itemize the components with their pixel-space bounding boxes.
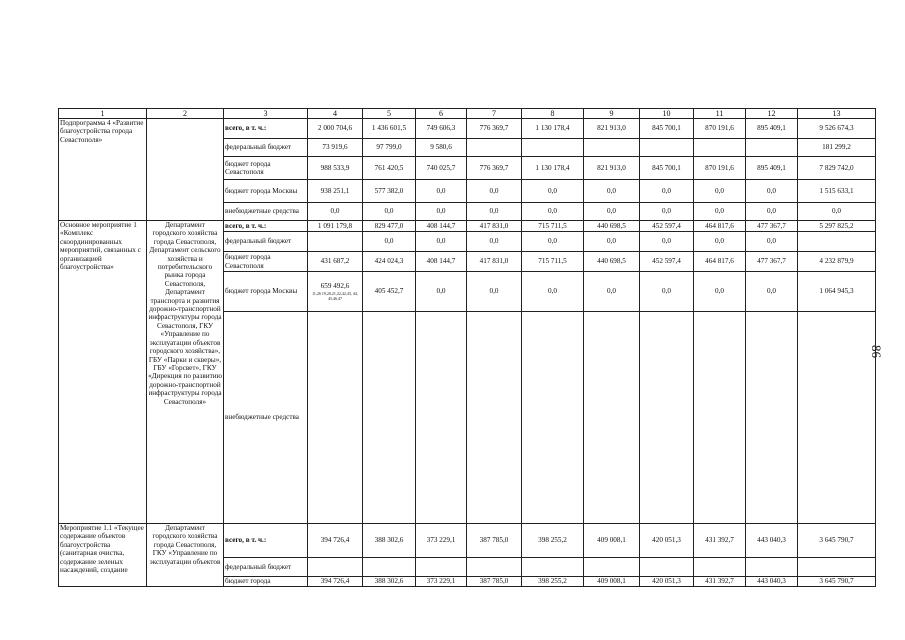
value-cell: 417 831,0 <box>467 252 522 272</box>
value-cell: 3 645 790,7 <box>798 577 876 587</box>
funding-source-cell: всего, в т. ч.: <box>224 221 308 232</box>
value-cell: 4 232 879,9 <box>798 252 876 272</box>
value-cell: 408 144,7 <box>416 221 467 232</box>
value-cell <box>584 139 640 157</box>
value-cell: 821 913,0 <box>584 119 640 139</box>
value-cell <box>467 558 522 577</box>
value-cell: 0,0 <box>308 203 363 221</box>
value-cell: 0,0 <box>640 272 694 312</box>
table-row <box>59 221 876 232</box>
value-cell: 845 700,1 <box>640 157 694 180</box>
value-cell: 740 025,7 <box>416 157 467 180</box>
value-cell: 0,0 <box>416 180 467 203</box>
value-cell <box>798 232 876 252</box>
table-row <box>59 524 876 558</box>
value-cell: 387 785,0 <box>467 524 522 558</box>
funding-source-cell: бюджет города Москвы <box>224 272 308 312</box>
value-cell: 895 409,1 <box>746 157 798 180</box>
value-cell: 0,0 <box>416 232 467 252</box>
activity-name-cell: Подпрограмма 4 «Развитие благоустройства города Севастополя» <box>59 119 147 221</box>
value-cell: 715 711,5 <box>522 252 584 272</box>
header-cell: 10 <box>640 109 694 119</box>
value-cell: 464 817,6 <box>694 221 746 232</box>
value-cell: 394 726,4 <box>308 577 363 587</box>
value-cell: 409 008,1 <box>584 577 640 587</box>
activity-name-cell: Мероприятие 1.1 «Текущее содержание объектов благоустройства (санитарная очистка, содержание зеленых насаждений, создание <box>59 524 147 587</box>
value-cell: 440 698,5 <box>584 221 640 232</box>
budget-table <box>58 108 876 587</box>
value-cell: 776 369,7 <box>467 119 522 139</box>
value-cell: 1 130 178,4 <box>522 157 584 180</box>
value-cell: 9 526 674,3 <box>798 119 876 139</box>
value-cell: 0,0 <box>584 203 640 221</box>
value-cell: 452 597,4 <box>640 221 694 232</box>
value-cell <box>363 558 416 577</box>
header-cell: 13 <box>798 109 876 119</box>
value-cell: 408 144,7 <box>416 252 467 272</box>
value-cell: 0,0 <box>416 203 467 221</box>
value-cell: 0,0 <box>746 272 798 312</box>
executor-cell: Департамент городского хозяйства города Севастополя, ГКУ «Управление по эксплуатации объектов <box>147 524 224 587</box>
table-row <box>59 119 876 139</box>
value-cell: 776 369,7 <box>467 157 522 180</box>
value-cell: 1 064 945,3 <box>798 272 876 312</box>
value-cell: 1 436 601,5 <box>363 119 416 139</box>
value-cell: 0,0 <box>694 203 746 221</box>
value-cell: 821 913,0 <box>584 157 640 180</box>
value-cell <box>308 232 363 252</box>
funding-source-cell: бюджет города Москвы <box>224 180 308 203</box>
executor-cell <box>147 119 224 221</box>
value-cell <box>522 558 584 577</box>
value-cell: 73 919,6 <box>308 139 363 157</box>
funding-source-cell: федеральный бюджет <box>224 139 308 157</box>
value-cell: 0,0 <box>467 203 522 221</box>
value-cell: 0,0 <box>416 272 467 312</box>
funding-source-cell: федеральный бюджет <box>224 558 308 577</box>
value-cell <box>640 558 694 577</box>
value-cell <box>584 558 640 577</box>
value-cell: 431 392,7 <box>694 577 746 587</box>
value-cell <box>746 139 798 157</box>
value-cell: 0,0 <box>467 180 522 203</box>
value-cell: 715 711,5 <box>522 221 584 232</box>
value-cell <box>308 558 363 577</box>
value-cell: 938 251,1 <box>308 180 363 203</box>
value-cell: 7 829 742,0 <box>798 157 876 180</box>
funding-source-cell: бюджет города <box>224 577 308 587</box>
header-cell: 4 <box>308 109 363 119</box>
value-cell <box>798 312 876 524</box>
value-text: 659 492,6 <box>320 282 350 291</box>
value-cell: 1 130 178,4 <box>522 119 584 139</box>
value-cell: 420 051,3 <box>640 577 694 587</box>
value-cell: 420 051,3 <box>640 524 694 558</box>
footnote-refs: 11,26 19,20,21,22,42,43, 44, 45,46,47 <box>312 290 358 301</box>
value-cell: 0,0 <box>522 272 584 312</box>
value-cell: 373 229,1 <box>416 577 467 587</box>
value-cell: 440 698,5 <box>584 252 640 272</box>
value-cell: 870 191,6 <box>694 119 746 139</box>
value-cell: 9 580,6 <box>416 139 467 157</box>
value-cell: 845 700,1 <box>640 119 694 139</box>
value-cell: 1 515 633,1 <box>798 180 876 203</box>
value-cell: 431 687,2 <box>308 252 363 272</box>
value-cell: 5 297 825,2 <box>798 221 876 232</box>
value-cell: 398 255,2 <box>522 524 584 558</box>
value-cell <box>467 312 522 524</box>
value-cell <box>522 139 584 157</box>
value-cell: 0,0 <box>694 232 746 252</box>
header-cell: 12 <box>746 109 798 119</box>
executor-cell: Департамент городского хозяйства города Севастополя, Департамент сельского хозяйства и потребительского рынка города Севастополя, Департамент транспорта и развития дорожно-транспортной инфраструктуры города Севастополя, ГКУ «Управление по эксплуатации объектов городского хозяйства», ГБУ «Парки и скверы», ГБУ «Горсвет», ГКУ «Дирекция по развитию дорожно-транспортной инфраструктуры города Севастополя» <box>147 221 224 524</box>
value-cell: 0,0 <box>363 232 416 252</box>
header-cell: 6 <box>416 109 467 119</box>
value-cell: 388 302,6 <box>363 577 416 587</box>
value-cell <box>467 139 522 157</box>
value-cell <box>746 558 798 577</box>
value-cell <box>584 312 640 524</box>
header-cell: 9 <box>584 109 640 119</box>
value-cell <box>694 139 746 157</box>
funding-source-cell: внебюджетные средства <box>224 312 308 524</box>
value-cell: 2 000 704,6 <box>308 119 363 139</box>
value-cell: 0,0 <box>640 180 694 203</box>
value-cell <box>308 312 363 524</box>
value-cell <box>694 312 746 524</box>
value-cell: 409 008,1 <box>584 524 640 558</box>
value-cell: 0,0 <box>363 203 416 221</box>
funding-source-cell: бюджет города Севастополя <box>224 252 308 272</box>
value-cell <box>640 139 694 157</box>
value-cell: 0,0 <box>746 232 798 252</box>
value-cell: 0,0 <box>640 203 694 221</box>
value-cell <box>308 272 363 312</box>
value-cell: 1 091 179,8 <box>308 221 363 232</box>
value-cell: 749 606,3 <box>416 119 467 139</box>
header-cell: 11 <box>694 109 746 119</box>
value-cell: 761 420,5 <box>363 157 416 180</box>
value-cell: 424 024,3 <box>363 252 416 272</box>
funding-source-cell: всего, в т. ч.: <box>224 524 308 558</box>
value-cell: 0,0 <box>584 232 640 252</box>
funding-source-cell: федеральный бюджет <box>224 232 308 252</box>
value-cell <box>363 312 416 524</box>
header-cell: 7 <box>467 109 522 119</box>
value-cell: 398 255,2 <box>522 577 584 587</box>
value-cell <box>416 312 467 524</box>
value-cell: 417 831,0 <box>467 221 522 232</box>
value-cell: 870 191,6 <box>694 157 746 180</box>
funding-source-cell: бюджет города Севастополя <box>224 157 308 180</box>
header-cell: 3 <box>224 109 308 119</box>
value-cell: 181 299,2 <box>798 139 876 157</box>
value-cell: 0,0 <box>522 180 584 203</box>
header-cell: 5 <box>363 109 416 119</box>
value-cell: 431 392,7 <box>694 524 746 558</box>
value-cell: 443 040,3 <box>746 577 798 587</box>
value-cell: 452 597,4 <box>640 252 694 272</box>
value-cell <box>522 312 584 524</box>
value-cell <box>746 312 798 524</box>
header-cell: 2 <box>147 109 224 119</box>
value-cell: 577 382,0 <box>363 180 416 203</box>
value-cell: 0,0 <box>467 272 522 312</box>
value-cell: 0,0 <box>584 180 640 203</box>
value-cell: 0,0 <box>467 232 522 252</box>
value-cell <box>640 312 694 524</box>
value-cell: 3 645 790,7 <box>798 524 876 558</box>
value-cell: 0,0 <box>694 180 746 203</box>
value-cell <box>694 558 746 577</box>
funding-source-cell: внебюджетные средства <box>224 203 308 221</box>
value-cell: 388 302,6 <box>363 524 416 558</box>
value-cell: 464 817,6 <box>694 252 746 272</box>
value-cell: 0,0 <box>522 232 584 252</box>
header-cell: 1 <box>59 109 147 119</box>
value-cell: 394 726,4 <box>308 524 363 558</box>
value-cell: 373 229,1 <box>416 524 467 558</box>
value-cell: 387 785,0 <box>467 577 522 587</box>
funding-source-cell: всего, в т. ч.: <box>224 119 308 139</box>
value-cell: 477 367,7 <box>746 221 798 232</box>
value-cell: 0,0 <box>746 180 798 203</box>
value-cell: 895 409,1 <box>746 119 798 139</box>
value-cell: 0,0 <box>798 203 876 221</box>
value-cell: 443 040,3 <box>746 524 798 558</box>
header-cell: 8 <box>522 109 584 119</box>
value-cell: 0,0 <box>522 203 584 221</box>
value-cell <box>416 558 467 577</box>
value-cell: 97 799,0 <box>363 139 416 157</box>
value-cell: 0,0 <box>640 232 694 252</box>
value-cell: 829 477,0 <box>363 221 416 232</box>
value-cell: 988 533,9 <box>308 157 363 180</box>
value-cell: 0,0 <box>694 272 746 312</box>
value-cell: 405 452,7 <box>363 272 416 312</box>
value-cell: 0,0 <box>746 203 798 221</box>
value-cell <box>798 558 876 577</box>
value-cell: 477 367,7 <box>746 252 798 272</box>
activity-name-cell: Основное мероприятие 1 «Комплекс скоординированных мероприятий, связанных с организацией благоустройства» <box>59 221 147 524</box>
page-number: 86 <box>869 345 884 358</box>
value-cell: 0,0 <box>584 272 640 312</box>
